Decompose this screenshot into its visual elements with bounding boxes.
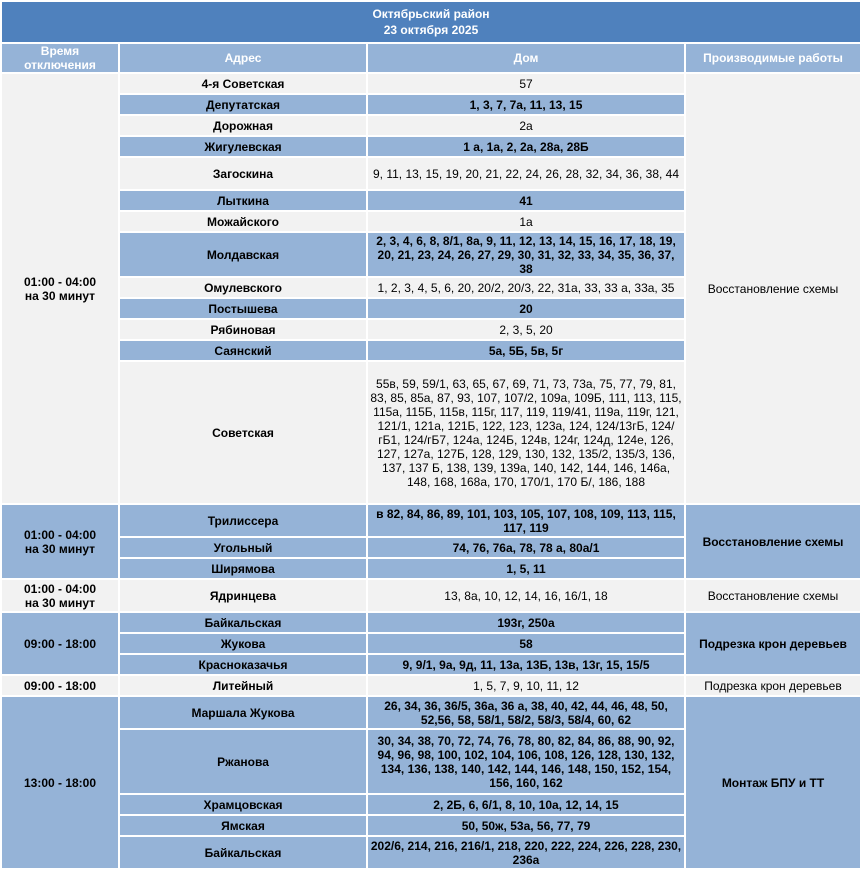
address-cell: Дорожная xyxy=(119,115,367,136)
address-cell: Жукова xyxy=(119,633,367,654)
house-numbers-cell: 41 xyxy=(367,190,685,211)
house-numbers-cell: 26, 34, 36, 36/5, 36а, 36 а, 38, 40, 42, 44, 46, 48, 50, 52,56, 58, 58/1, 58/2, 58/3, 58/4, 60, 62 xyxy=(367,696,685,729)
outage-time: 01:00 - 04:00 xyxy=(23,527,97,542)
address-cell: Ямская xyxy=(119,815,367,836)
address-cell: Трилиссера xyxy=(119,504,367,537)
outage-time-cell xyxy=(1,73,119,504)
address-cell: Красноказачья xyxy=(119,654,367,675)
house-numbers-cell: 1, 3, 7, 7а, 11, 13, 15 xyxy=(367,94,685,115)
house-numbers-cell: 30, 34, 38, 70, 72, 74, 76, 78, 80, 82, 84, 86, 88, 90, 92, 94, 96, 98, 100, 102, 104, 106, 108, 126, 128, 130, 132, 134, 136, 138, 140, 142, 144, 146, 148, 150, 152, 154, 156, 160, 162 xyxy=(367,729,685,794)
house-numbers-cell: 20 xyxy=(367,298,685,319)
address-cell: Байкальская xyxy=(119,836,367,869)
house-numbers-cell: 55в, 59, 59/1, 63, 65, 67, 69, 71, 73, 73а, 75, 77, 79, 81, 83, 85, 85а, 87, 93, 107, 107/2, 109а, 109Б, 111, 113, 115, 115а, 115Б, 115в, 115г, 117, 119, 119/41, 119а, 119г, 121, 121/1, 121а, 121Б, 122, 123, 123а, 124, 124/13гБ, 124/гБ1, 124/гБ7, 124а, 124Б, 124в, 124г, 124д, 124е, 126, 127, 127а, 127Б, 128, 129, 130, 132, 135/2, 135/3, 136, 137, 137 Б, 138, 139, 139а, 140, 142, 144, 146, 146а, 148, 168, 168а, 170, 170/1, 170 Б/, 186, 188 xyxy=(367,361,685,504)
outage-time-cell xyxy=(1,612,119,675)
house-numbers-cell: 193г, 250а xyxy=(367,612,685,633)
title-row xyxy=(1,1,860,43)
outage-duration: на 30 минут xyxy=(24,541,96,556)
outage-time: 01:00 - 04:00 xyxy=(23,274,97,289)
address-cell: Рябиновая xyxy=(119,319,367,340)
address-cell: Саянский xyxy=(119,340,367,361)
works-cell: Подрезка крон деревьев xyxy=(685,675,860,696)
address-cell: Ширямова xyxy=(119,558,367,579)
works-cell: Восстановление схемы xyxy=(685,579,860,612)
outage-table-body xyxy=(1,1,860,869)
address-cell: Ржанова xyxy=(119,729,367,794)
address-cell: Загоскина xyxy=(119,157,367,190)
table-row xyxy=(1,579,860,612)
outage-time-cell xyxy=(1,579,119,612)
district-name: Октябрьский район xyxy=(372,7,490,21)
house-numbers-cell: 2, 3, 4, 6, 8, 8/1, 8а, 9, 11, 12, 13, 14, 15, 16, 17, 18, 19, 20, 21, 23, 24, 26, 27, 29, 30, 31, 32, 33, 34, 35, 36, 37, 38 xyxy=(367,232,685,277)
house-numbers-cell: в 82, 84, 86, 89, 101, 103, 105, 107, 108, 109, 113, 115, 117, 119 xyxy=(367,504,685,537)
address-cell: Ядринцева xyxy=(119,579,367,612)
table-row xyxy=(1,73,860,94)
address-cell: Омулевского xyxy=(119,277,367,298)
house-numbers-cell: 1, 5, 11 xyxy=(367,558,685,579)
address-cell: Постышева xyxy=(119,298,367,319)
header-row xyxy=(1,43,860,73)
works-cell: Подрезка крон деревьев xyxy=(685,612,860,675)
house-numbers-cell: 13, 8а, 10, 12, 14, 16, 16/1, 18 xyxy=(367,579,685,612)
address-cell: Храмцовская xyxy=(119,794,367,815)
address-cell: Можайского xyxy=(119,211,367,232)
address-cell: Угольный xyxy=(119,537,367,558)
address-cell: Депутатская xyxy=(119,94,367,115)
house-numbers-cell: 50, 50ж, 53а, 56, 77, 79 xyxy=(367,815,685,836)
address-cell: Молдавская xyxy=(119,232,367,277)
header-house: Дом xyxy=(367,43,685,73)
outage-time-cell xyxy=(1,504,119,579)
outage-duration: на 30 минут xyxy=(24,288,96,303)
report-date: 23 октября 2025 xyxy=(383,23,479,37)
outage-time: 01:00 - 04:00 xyxy=(23,581,97,596)
outage-time-cell xyxy=(1,675,119,696)
address-cell: Лыткина xyxy=(119,190,367,211)
header-address: Адрес xyxy=(119,43,367,73)
outage-time: 13:00 - 18:00 xyxy=(23,775,97,790)
address-cell: 4-я Советская xyxy=(119,73,367,94)
header-works: Производимые работы xyxy=(685,43,860,73)
house-numbers-cell: 74, 76, 76а, 78, 78 а, 80а/1 xyxy=(367,537,685,558)
house-numbers-cell: 2а xyxy=(367,115,685,136)
house-numbers-cell: 1, 2, 3, 4, 5, 6, 20, 20/2, 20/3, 22, 31а, 33, 33 а, 33а, 35 xyxy=(367,277,685,298)
works-cell: Восстановление схемы xyxy=(685,73,860,504)
table-row xyxy=(1,612,860,633)
table-row xyxy=(1,675,860,696)
address-cell: Маршала Жукова xyxy=(119,696,367,729)
address-cell: Литейный xyxy=(119,675,367,696)
works-cell: Восстановление схемы xyxy=(685,504,860,579)
outage-time: 09:00 - 18:00 xyxy=(23,678,97,693)
works-cell: Монтаж БПУ и ТТ xyxy=(685,696,860,869)
table-row xyxy=(1,504,860,537)
address-cell: Жигулевская xyxy=(119,136,367,157)
house-numbers-cell: 202/6, 214, 216, 216/1, 218, 220, 222, 224, 226, 228, 230, 236а xyxy=(367,836,685,869)
house-numbers-cell: 1, 5, 7, 9, 10, 11, 12 xyxy=(367,675,685,696)
address-cell: Советская xyxy=(119,361,367,504)
house-numbers-cell: 9, 9/1, 9а, 9д, 11, 13а, 13Б, 13в, 13г, 15, 15/5 xyxy=(367,654,685,675)
outage-time-cell xyxy=(1,696,119,869)
house-numbers-cell: 1 а, 1а, 2, 2а, 28а, 28Б xyxy=(367,136,685,157)
house-numbers-cell: 58 xyxy=(367,633,685,654)
house-numbers-cell: 57 xyxy=(367,73,685,94)
house-numbers-cell: 1а xyxy=(367,211,685,232)
header-time: Время отключения xyxy=(1,43,119,73)
house-numbers-cell: 2, 2Б, 6, 6/1, 8, 10, 10а, 12, 14, 15 xyxy=(367,794,685,815)
address-cell: Байкальская xyxy=(119,612,367,633)
house-numbers-cell: 2, 3, 5, 20 xyxy=(367,319,685,340)
house-numbers-cell: 9, 11, 13, 15, 19, 20, 21, 22, 24, 26, 28, 32, 34, 36, 38, 44 xyxy=(367,157,685,190)
table-row xyxy=(1,696,860,729)
outage-duration: на 30 минут xyxy=(24,595,96,610)
house-numbers-cell: 5а, 5Б, 5в, 5г xyxy=(367,340,685,361)
outage-time: 09:00 - 18:00 xyxy=(23,636,97,651)
table-title xyxy=(1,1,860,43)
